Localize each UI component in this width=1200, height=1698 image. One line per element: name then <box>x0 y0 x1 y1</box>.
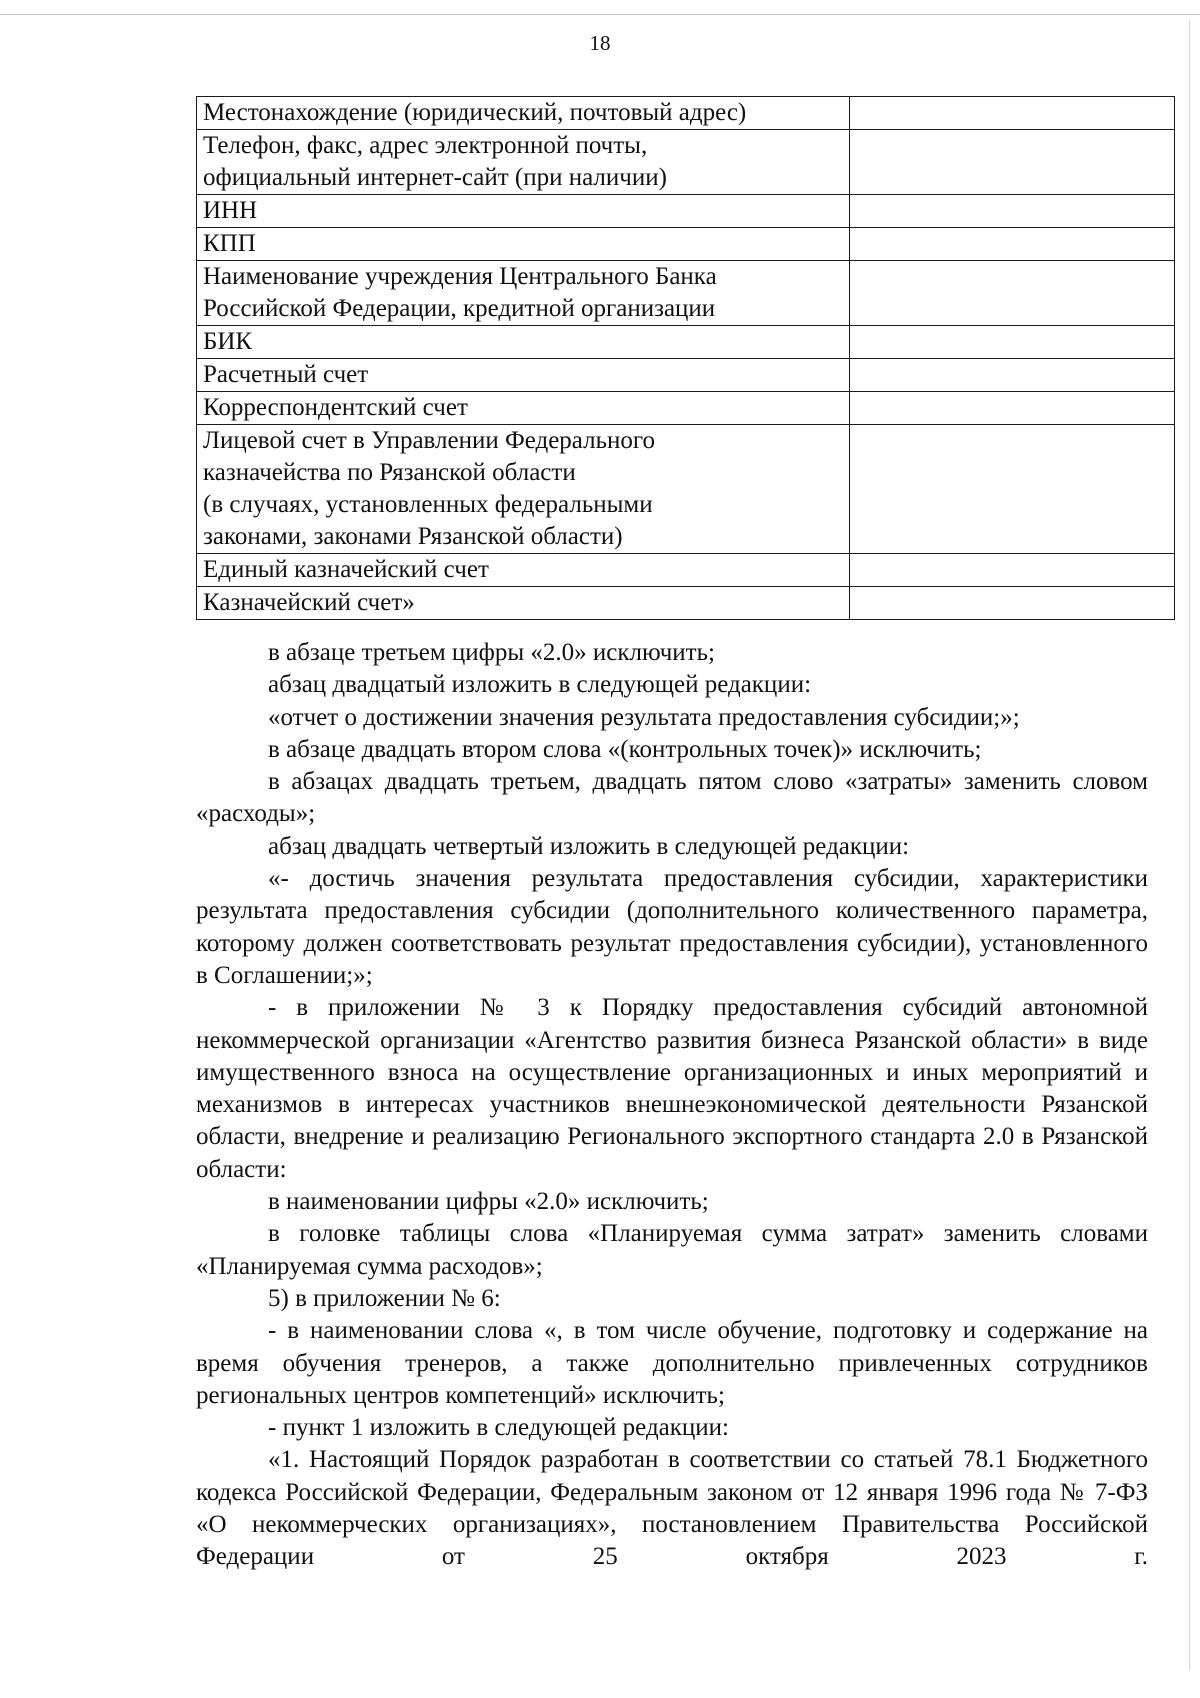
body-paragraph: в наименовании цифры «2.0» исключить; <box>268 1188 709 1216</box>
table-row <box>197 326 1175 359</box>
table-value-cell <box>850 359 1175 392</box>
table-value-cell <box>850 130 1175 195</box>
table-row <box>197 97 1175 130</box>
table-label-line: КПП <box>203 230 256 257</box>
table-row <box>197 130 1175 195</box>
table-label-cell <box>197 97 850 130</box>
body-paragraph: в абзаце двадцать втором слова «(контрольных точек)» исключить; <box>268 735 982 763</box>
table-row <box>197 359 1175 392</box>
scan-edge-top <box>0 14 1200 15</box>
table-label-cell <box>197 228 850 261</box>
table-label-line: Расчетный счет <box>203 361 369 388</box>
table-label-line: Лицевой счет в Управлении Федерального <box>203 427 656 454</box>
table-label-line: Единый казначейский счет <box>203 556 489 583</box>
requisites-table-body <box>197 97 1175 620</box>
table-value-cell <box>850 195 1175 228</box>
body-paragraph: - в наименовании слова «, в том числе обучение, подготовку и содержание на время обучения тренеров, а также дополнительно привлеченных сотрудников региональных центров компетенций» исключить; <box>196 1317 1148 1409</box>
table-value-cell <box>850 97 1175 130</box>
table-label-cell <box>197 261 850 326</box>
table-row <box>197 228 1175 261</box>
table-label-line: казначейства по Рязанской области <box>203 459 576 486</box>
table-row <box>197 425 1175 554</box>
table-label-line: ИНН <box>203 197 258 224</box>
body-paragraph: - пункт 1 изложить в следующей редакции: <box>268 1414 729 1442</box>
table-label-line: Наименование учреждения Центрального Банка <box>203 263 717 290</box>
page-number: 18 <box>589 31 611 55</box>
table-value-cell <box>850 326 1175 359</box>
table-label-line: Казначейский счет» <box>203 589 415 616</box>
table-label-cell <box>197 359 850 392</box>
table-label-line: Местонахождение (юридический, почтовый адрес) <box>203 99 747 126</box>
body-paragraph: в абзаце третьем цифры «2.0» исключить; <box>268 639 715 666</box>
body-paragraph: абзац двадцать четвертый изложить в следующей редакции: <box>268 832 910 860</box>
table-label-cell <box>197 425 850 554</box>
table-value-cell <box>850 392 1175 425</box>
body-paragraph: в абзацах двадцать третьем, двадцать пятом слово «затраты» заменить словом «расходы»; <box>196 768 1148 828</box>
table-label-line: Телефон, факс, адрес электронной почты, <box>203 132 648 159</box>
table-label-cell <box>197 130 850 195</box>
body-paragraph: в головке таблицы слова «Планируемая сумма затрат» заменить словами «Планируемая сумма расходов»; <box>196 1220 1148 1280</box>
table-label-line: Корреспондентский счет <box>203 394 468 421</box>
body-text <box>196 637 1148 1574</box>
table-label-cell <box>197 554 850 587</box>
table-label-line: официальный интернет-сайт (при наличии) <box>203 164 667 191</box>
table-label-cell <box>197 195 850 228</box>
table-value-cell <box>850 554 1175 587</box>
table-label-cell <box>197 392 850 425</box>
table-value-cell <box>850 261 1175 326</box>
table-label-line: законами, законами Рязанской области) <box>203 523 623 550</box>
table-label-line: Российской Федерации, кредитной организации <box>203 295 716 322</box>
table-value-cell <box>850 425 1175 554</box>
body-paragraph: - в приложении № 3 к Порядку предоставления субсидий автономной некоммерческой организации «Агентство развития бизнеса Рязанской области» в виде имущественного взноса на осуществление организационных и иных мероприятий и механизмов в интересах участников внешнеэкономической деятельности Рязанской области, внедрение и реализацию Регионального экспортного стандарта 2.0 в Рязанской области: <box>196 994 1148 1183</box>
table-label-line: (в случаях, установленных федеральными <box>203 491 653 518</box>
table-row <box>197 554 1175 587</box>
table-value-cell <box>850 587 1175 620</box>
table-label-line: БИК <box>203 328 253 355</box>
requisites-table <box>196 96 1175 620</box>
table-row <box>197 392 1175 425</box>
table-row <box>197 261 1175 326</box>
scan-edge-right <box>1189 20 1190 1670</box>
body-paragraph: «- достичь значения результата предоставления субсидии, характеристики результата предоставления субсидии (дополнительного количественного параметра, которому должен соответствовать результат предоставления субсидии), установленного в Соглашении;»; <box>196 865 1148 989</box>
body-paragraph: 5) в приложении № 6: <box>268 1284 501 1312</box>
body-paragraph: абзац двадцатый изложить в следующей редакции: <box>268 671 812 699</box>
table-row <box>197 195 1175 228</box>
table-row <box>197 587 1175 620</box>
table-label-cell <box>197 587 850 620</box>
table-value-cell <box>850 228 1175 261</box>
body-paragraph: «1. Настоящий Порядок разработан в соответствии со статьей 78.1 Бюджетного кодекса Российской Федерации, Федеральным законом от 12 января 1996 года № 7-ФЗ «О некоммерческих организациях», постановлением Правительства Российской Федерации от 25 октября 2023 г. <box>196 1446 1148 1571</box>
body-paragraph: «отчет о достижении значения результата предоставления субсидии;»; <box>268 703 1020 731</box>
table-label-cell <box>197 326 850 359</box>
